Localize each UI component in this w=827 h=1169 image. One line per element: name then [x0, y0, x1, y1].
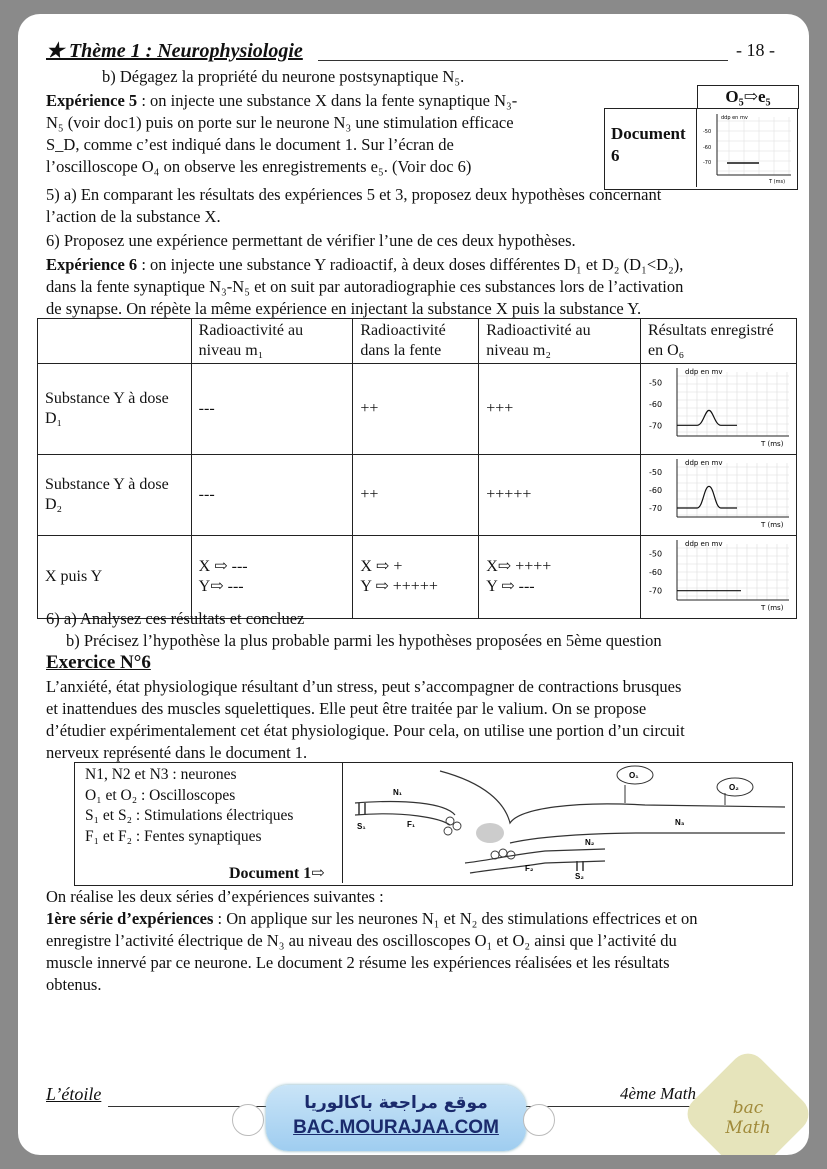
oscillogram-d2: [641, 455, 795, 529]
tick-label: -70: [648, 586, 663, 596]
exercise-6-title: Exercice N°6: [46, 652, 151, 673]
label-s2: S₂: [575, 872, 584, 881]
q5a-line: 5) a) En comparant les résultats des expériences 5 et 3, proposez deux hypothèses concernant: [46, 185, 662, 204]
legend-item: F₁ et F₂ : Fentes synaptiques: [85, 827, 262, 845]
legend-item: N1, N2 et N3 : neurones: [85, 766, 237, 783]
table-row: [38, 364, 797, 455]
n2-axon-bottom: [470, 861, 605, 873]
bac-math-text: bac Math: [725, 1098, 771, 1138]
tick-label: -70: [648, 504, 663, 513]
results-table: [37, 318, 797, 619]
cell-fente: ++: [353, 455, 479, 536]
cell-m1: ---: [191, 364, 353, 455]
cell-m1: ---: [191, 455, 353, 536]
neuron-circuit-diagram: [345, 763, 790, 883]
question-5a: [46, 184, 796, 228]
experience-5-label: Expérience 5: [46, 91, 138, 110]
document-6-graph: [699, 111, 795, 185]
cell-graph: [640, 455, 796, 536]
table-header-row: [38, 319, 797, 364]
n3-membrane-top: [440, 771, 785, 823]
question-6a: 6) a) Analysez ces résultats et concluez: [46, 609, 305, 628]
table-header-cell: Résultats enregistré en O₆: [640, 319, 796, 364]
x-axis-label: T (ms): [760, 604, 784, 612]
cell-m2: +++++: [479, 455, 641, 536]
question-6: 6) Proposez une expérience permettant de vérifier l’une de ces deux hypothèses.: [46, 231, 576, 250]
table-row: [38, 536, 797, 619]
x-axis-label: T (ms): [760, 440, 784, 448]
row-label: Substance Y à dose D₁: [38, 364, 192, 455]
legend-item: S₁ et S₂ : Stimulations électriques: [85, 807, 294, 824]
x-axis-label: T (ms): [760, 521, 784, 529]
question-4b: b) Dégagez la propriété du neurone postsynaptique N₅.: [102, 67, 465, 86]
header-title: ★ Thème 1 : Neurophysiologie: [46, 40, 303, 62]
document-6-label: Document 6: [605, 109, 697, 187]
table-header-cell: Radioactivité au niveau m₂: [479, 319, 641, 364]
cell-m2: +++: [479, 364, 641, 455]
table-header-cell: Radioactivité dans la fente: [353, 319, 479, 364]
table-header-cell: [38, 319, 192, 364]
cell-graph: [640, 536, 796, 619]
cell-fente: ++: [353, 364, 479, 455]
doc6-tick: -60: [703, 145, 712, 151]
doc6-tick: -70: [703, 160, 712, 166]
label-f1: F₁: [407, 820, 416, 829]
row-label: X puis Y: [38, 536, 192, 619]
exp6-line: dans la fente synaptique N₃-N₅ et on suit par autoradiographie ces substances lors de l’activation: [46, 277, 684, 296]
tick-label: -50: [648, 378, 663, 388]
oscillogram-d1: [641, 364, 795, 448]
n1-axon-top: [355, 802, 455, 816]
tick-label: -60: [648, 486, 663, 495]
badge-arabic: موقع مراجعة باكالوريا: [304, 1093, 488, 1113]
cell-fente: X ⇨ + Y ⇨ +++++: [353, 536, 479, 619]
cell-graph: [640, 364, 796, 455]
label-n3: N₃: [675, 818, 685, 827]
tick-label: -50: [648, 549, 663, 559]
header-rule: [318, 60, 728, 61]
site-badge[interactable]: [266, 1085, 526, 1151]
y-axis-label: ddp en mv: [684, 368, 723, 376]
series-line: muscle innervé par ce neurone. Le document 2 résume les expériences réalisées et les résultats: [46, 953, 670, 972]
label-n2: N₂: [585, 838, 595, 847]
exp6-line: : on injecte une substance Y radioactif, à deux doses différentes D₁ et D₂ (D₁<D₂),: [137, 255, 684, 274]
n3-membrane-bottom: [510, 833, 785, 843]
n2-axon-top: [465, 849, 605, 863]
label-s1: S₁: [357, 822, 366, 831]
document-1-label: Document 1⇨: [229, 865, 325, 882]
cell-m2: X⇨ ++++ Y ⇨ ---: [479, 536, 641, 619]
label-o2: O₂: [729, 783, 739, 792]
series-1-label: 1ère série d’expériences: [46, 909, 214, 928]
tick-label: -70: [648, 421, 663, 431]
para-line: nerveux représenté dans le document 1.: [46, 743, 308, 762]
para-line: et inattendues des muscles squelettiques. Elle peut être traitée par le valium. On se propose: [46, 699, 647, 718]
oscillogram-xy: [641, 536, 795, 612]
doc6-tick: -50: [703, 129, 712, 135]
legend-item: O₁ et O₂ : Oscilloscopes: [85, 786, 236, 804]
para-line: d’étudier expérimentalement cet état physiologique. Pour cela, on utilise une portion d’un circuit: [46, 721, 685, 740]
left-logo-icon: [232, 1104, 264, 1136]
exercise-6-paragraph: [46, 676, 796, 764]
series-1: [46, 908, 796, 996]
n1-axon-bottom: [355, 814, 450, 825]
right-logo-icon: [523, 1104, 555, 1136]
document-6: [604, 87, 798, 190]
exp5-line: N₅ (voir doc1) puis on porte sur le neurone N₃ une stimulation efficace: [46, 113, 514, 132]
badge-url[interactable]: BAC.MOURAJAA.COM: [293, 1117, 499, 1138]
series-line: enregistre l’activité électrique de N₃ au niveau des oscilloscopes O₁ et O₂ ainsi que l’activité du: [46, 931, 677, 950]
series-line: : On applique sur les neurones N₁ et N₂ des stimulations effectrices et on: [213, 909, 698, 928]
page: [18, 14, 809, 1155]
doc6-ylabel: ddp en mv: [721, 115, 748, 121]
document-1: [74, 762, 793, 886]
tick-label: -60: [648, 400, 663, 409]
q5a-line: l’action de la substance X.: [46, 207, 221, 226]
y-axis-label: ddp en mv: [684, 459, 723, 467]
table-header-cell: Radioactivité au niveau m₁: [191, 319, 353, 364]
exp6-line: de synapse. On répète la même expérience en injectant la substance X puis la substance Y.: [46, 299, 642, 318]
doc6-xlabel: T (ms): [769, 179, 786, 185]
exp5-line: l’oscilloscope O₄ on observe les enregistrements e₅. (Voir doc 6): [46, 157, 472, 176]
tick-label: -60: [648, 568, 663, 577]
exp5-line: : on injecte une substance X dans la fente synaptique N₃-: [137, 91, 518, 110]
series-line: obtenus.: [46, 975, 102, 994]
exp5-line: S_D, comme c’est indiqué dans le document 1. Sur l’écran de: [46, 135, 454, 154]
cell-m1: X ⇨ --- Y⇨ ---: [191, 536, 353, 619]
series-intro: On réalise les deux séries d’expériences suivantes :: [46, 887, 384, 906]
experience-6-label: Expérience 6: [46, 255, 138, 274]
tick-label: -50: [648, 468, 663, 477]
para-line: L’anxiété, état physiologique résultant d’un stress, peut s’accompagner de contractions brusques: [46, 677, 682, 696]
label-f2: F₂: [525, 864, 534, 873]
row-label: Substance Y à dose D₂: [38, 455, 192, 536]
table-row: [38, 455, 797, 536]
footer-class: 4ème Math: [620, 1084, 697, 1103]
experience-6: [46, 254, 796, 320]
footer-school: L’étoile: [46, 1084, 102, 1104]
label-o1: O₁: [629, 771, 639, 780]
question-6b: b) Précisez l’hypothèse la plus probable parmi les hypothèses proposées en 5ème question: [66, 631, 662, 650]
n3-nucleus: [476, 823, 504, 843]
experience-5: [46, 90, 596, 178]
y-axis-label: ddp en mv: [684, 540, 723, 548]
document-6-title: O₅⇨e₅: [697, 85, 799, 109]
page-number: - 18 -: [736, 40, 775, 60]
label-n1: N₁: [393, 788, 403, 797]
